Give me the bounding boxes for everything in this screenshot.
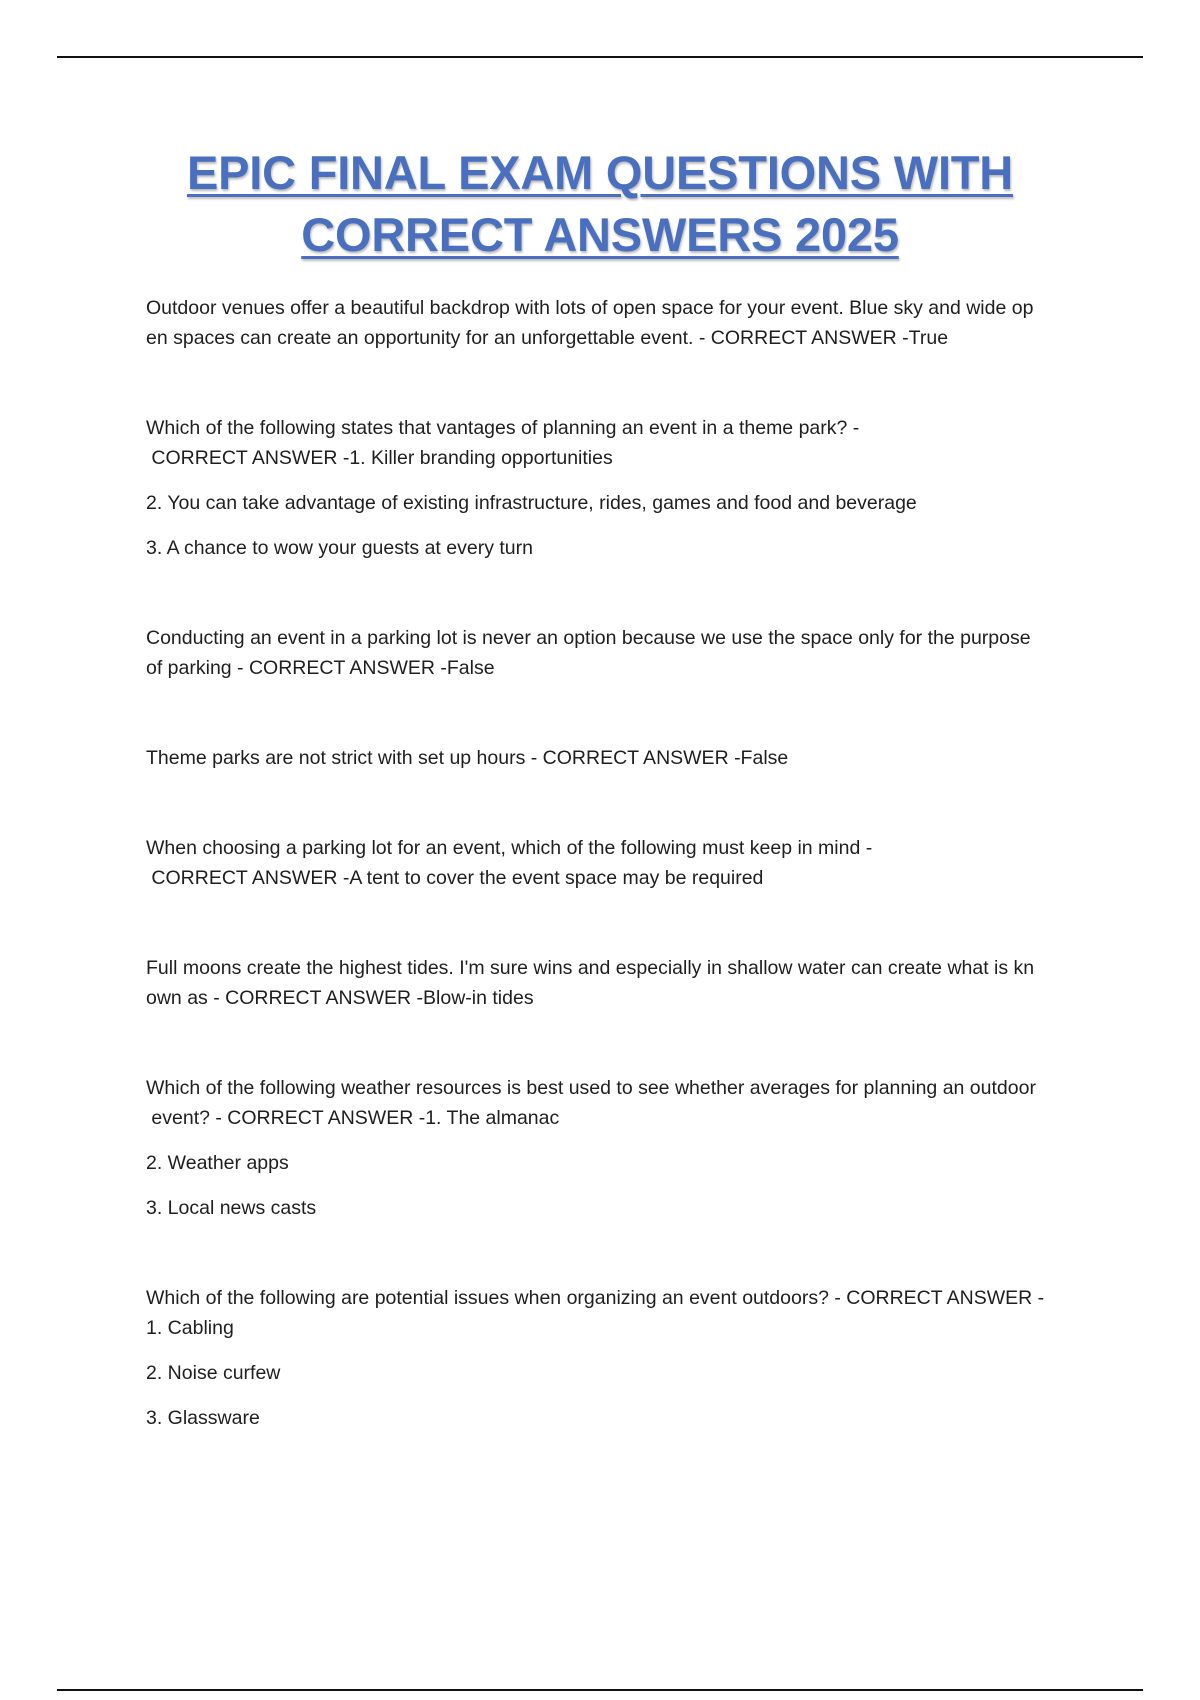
text-line: own as - CORRECT ANSWER -Blow-in tides xyxy=(146,987,534,1009)
question-text xyxy=(146,1283,1096,1343)
qa-block-6 xyxy=(146,953,1096,1013)
text-line: Which of the following are potential issues when organizing an event outdoors? - CORRECT ANSWER - xyxy=(146,1287,1045,1309)
qa-block-3 xyxy=(146,623,1096,683)
question-text xyxy=(146,623,1096,683)
question-text xyxy=(146,293,1096,353)
document-title xyxy=(0,142,1200,266)
answer-item: 2. Weather apps xyxy=(146,1152,289,1174)
text-line: of parking - CORRECT ANSWER -False xyxy=(146,657,495,679)
qa-block-7 xyxy=(146,1073,1096,1223)
qa-block-2 xyxy=(146,413,1096,563)
question-text xyxy=(146,413,1096,473)
text-line: Which of the following weather resources is best used to see whether averages for planning an outdoor xyxy=(146,1077,1036,1099)
text-line: 1. Cabling xyxy=(146,1317,234,1339)
qa-block-4 xyxy=(146,743,1096,773)
answer-item: 3. Local news casts xyxy=(146,1197,317,1219)
qa-block-1 xyxy=(146,293,1096,353)
text-line: en spaces can create an opportunity for an unforgettable event. - CORRECT ANSWER -True xyxy=(146,327,949,349)
document-body xyxy=(146,293,1096,1433)
title-line-1: EPIC FINAL EXAM QUESTIONS WITH xyxy=(186,146,1014,199)
top-rule xyxy=(57,56,1143,58)
text-line: Theme parks are not strict with set up hours - CORRECT ANSWER -False xyxy=(146,747,789,769)
qa-block-8 xyxy=(146,1283,1096,1433)
text-line: Full moons create the highest tides. I'm sure wins and especially in shallow water can create what is kn xyxy=(146,957,1035,979)
question-text xyxy=(146,953,1096,1013)
text-line: When choosing a parking lot for an event, which of the following must keep in mind - xyxy=(146,837,873,859)
answer-item: 3. A chance to wow your guests at every turn xyxy=(146,537,533,559)
answer-item: 3. Glassware xyxy=(146,1407,260,1429)
text-line: Outdoor venues offer a beautiful backdrop with lots of open space for your event. Blue sky and wide op xyxy=(146,297,1034,319)
question-text xyxy=(146,743,1096,773)
bottom-rule xyxy=(57,1689,1143,1691)
text-line: Conducting an event in a parking lot is never an option because we use the space only for the purpose xyxy=(146,627,1031,649)
answer-item: 2. You can take advantage of existing infrastructure, rides, games and food and beverage xyxy=(146,492,917,514)
text-line: CORRECT ANSWER -1. Killer branding opportunities xyxy=(146,447,613,469)
question-text xyxy=(146,833,1096,893)
text-line: Which of the following states that vantages of planning an event in a theme park? - xyxy=(146,417,860,439)
qa-block-5 xyxy=(146,833,1096,893)
text-line: CORRECT ANSWER -A tent to cover the event space may be required xyxy=(146,867,764,889)
title-line-2: CORRECT ANSWERS 2025 xyxy=(301,208,899,261)
text-line: event? - CORRECT ANSWER -1. The almanac xyxy=(146,1107,560,1129)
question-text xyxy=(146,1073,1096,1133)
answer-item: 2. Noise curfew xyxy=(146,1362,281,1384)
